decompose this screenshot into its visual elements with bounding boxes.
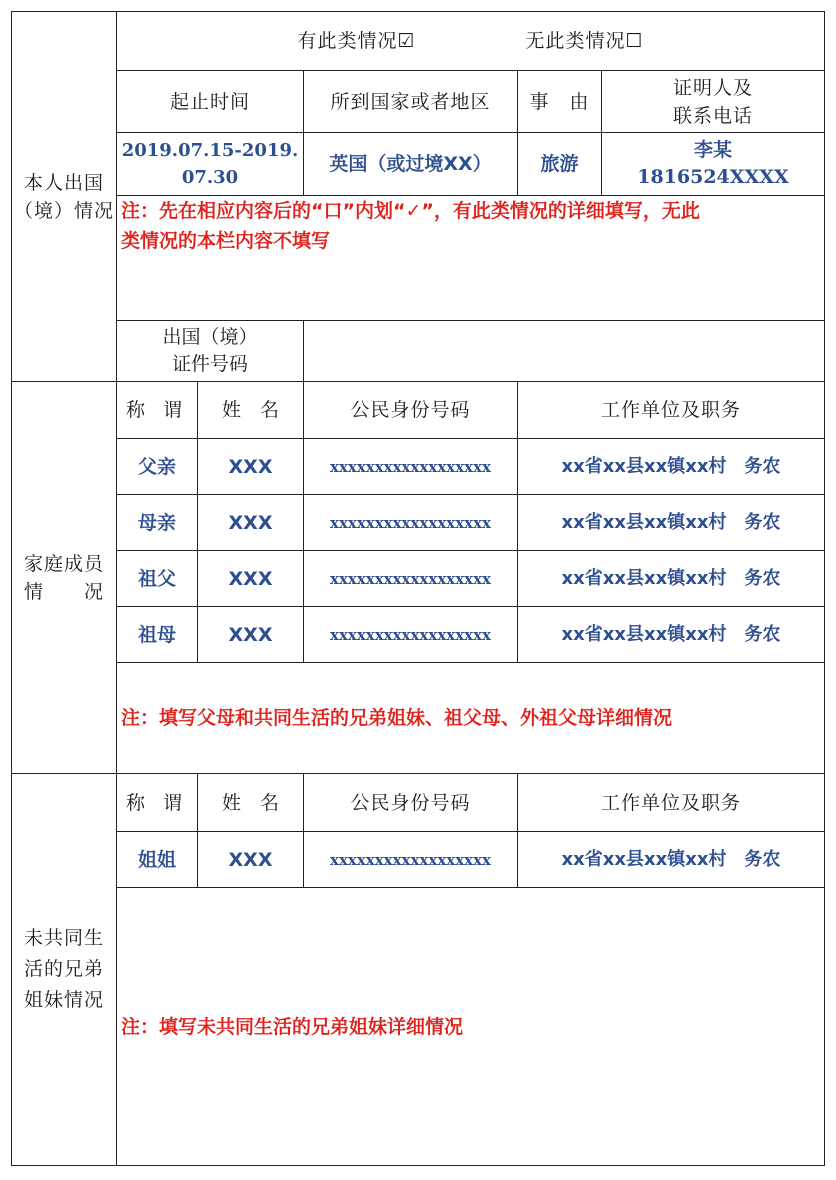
header-witness-line1: 证明人及 <box>672 76 753 99</box>
abroad-period-line2: 07.30 <box>181 167 239 188</box>
header-witness <box>601 70 825 133</box>
siblings-header-name: 姓 名 <box>197 773 304 832</box>
siblings-name: XXX <box>197 831 304 888</box>
family-relation: 父亲 <box>116 438 198 495</box>
family-relation: 母亲 <box>116 494 198 551</box>
siblings-relation: 姐姐 <box>116 831 198 888</box>
side-label-siblings-line2: 活的兄弟 <box>23 958 104 980</box>
form-table <box>11 11 825 1166</box>
passport-number-field[interactable] <box>303 320 825 382</box>
family-id: xxxxxxxxxxxxxxxxxx <box>303 550 518 607</box>
abroad-note-line2: 类情况的本栏内容不填写 <box>121 230 331 252</box>
side-label-siblings-line3: 姐妹情况 <box>23 989 104 1011</box>
family-work: xx省xx县xx镇xx村 务农 <box>517 438 825 495</box>
header-witness-line2: 联系电话 <box>672 104 753 127</box>
abroad-period-line1: 2019.07.15-2019. <box>121 140 299 161</box>
family-header-id: 公民身份号码 <box>303 381 518 439</box>
passport-label <box>116 320 304 382</box>
abroad-witness-phone: 1816524XXXX <box>637 166 789 188</box>
family-work: xx省xx县xx镇xx村 务农 <box>517 550 825 607</box>
family-name: XXX <box>197 606 304 663</box>
family-relation: 祖父 <box>116 550 198 607</box>
siblings-note: 注：填写未共同生活的兄弟姐妹详细情况 <box>116 887 825 1166</box>
abroad-witness-name: 李某 <box>693 139 732 161</box>
header-period: 起止时间 <box>116 70 304 133</box>
siblings-header-id: 公民身份号码 <box>303 773 518 832</box>
abroad-period <box>116 132 304 196</box>
side-label-family-line1: 家庭成员 <box>23 552 104 575</box>
abroad-note <box>116 195 825 321</box>
side-label-abroad <box>11 11 117 382</box>
family-note: 注：填写父母和共同生活的兄弟姐妹、祖父母、外祖父母详细情况 <box>116 662 825 774</box>
passport-label-line2: 证件号码 <box>171 353 248 375</box>
family-id: xxxxxxxxxxxxxxxxxx <box>303 438 518 495</box>
family-header-relation: 称 谓 <box>116 381 198 439</box>
family-id: xxxxxxxxxxxxxxxxxx <box>303 494 518 551</box>
checkbox-has-situation[interactable]: 有此类情况☑ <box>297 30 416 52</box>
family-id: xxxxxxxxxxxxxxxxxx <box>303 606 518 663</box>
family-name: XXX <box>197 494 304 551</box>
family-header-work: 工作单位及职务 <box>517 381 825 439</box>
side-label-siblings <box>11 773 117 1166</box>
abroad-reason: 旅游 <box>517 132 602 196</box>
side-label-abroad-line2: （境）情况 <box>13 199 114 222</box>
family-header-name: 姓 名 <box>197 381 304 439</box>
abroad-note-line1: 注：先在相应内容后的“口”内划“✓”，有此类情况的详细填写，无此 <box>121 200 700 222</box>
family-work: xx省xx县xx镇xx村 务农 <box>517 606 825 663</box>
header-reason: 事 由 <box>517 70 602 133</box>
side-label-siblings-line1: 未共同生 <box>23 927 104 949</box>
abroad-witness <box>601 132 825 196</box>
header-country: 所到国家或者地区 <box>303 70 518 133</box>
passport-label-line1: 出国（境） <box>162 326 258 348</box>
side-label-family-line2: 情 况 <box>23 580 104 603</box>
abroad-country: 英国（或过境XX） <box>303 132 518 196</box>
checkbox-row <box>116 11 825 71</box>
family-name: XXX <box>197 438 304 495</box>
siblings-work: xx省xx县xx镇xx村 务农 <box>517 831 825 888</box>
siblings-id: xxxxxxxxxxxxxxxxxx <box>303 831 518 888</box>
family-work: xx省xx县xx镇xx村 务农 <box>517 494 825 551</box>
family-name: XXX <box>197 550 304 607</box>
side-label-abroad-line1: 本人出国 <box>23 171 104 194</box>
checkbox-no-situation[interactable]: 无此类情况☐ <box>525 30 644 52</box>
siblings-header-relation: 称 谓 <box>116 773 198 832</box>
side-label-family <box>11 381 117 774</box>
siblings-header-work: 工作单位及职务 <box>517 773 825 832</box>
family-relation: 祖母 <box>116 606 198 663</box>
